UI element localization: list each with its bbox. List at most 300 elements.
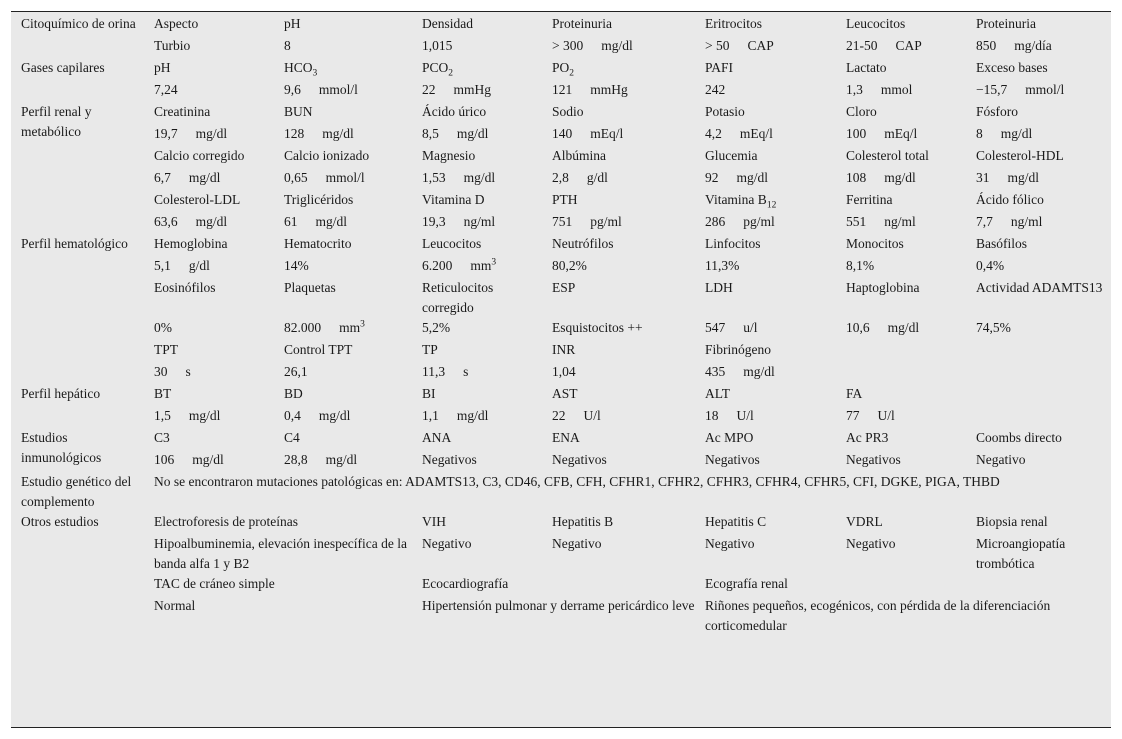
section-2-row-4 xyxy=(11,190,1111,212)
test-value: 547 xyxy=(705,320,726,335)
test-value: 8,5 xyxy=(422,126,439,141)
test-value: Negativos xyxy=(846,452,901,467)
test-label-cell xyxy=(966,340,1111,362)
test-label: Ferritina xyxy=(846,192,893,207)
test-value-cell xyxy=(836,406,966,428)
test-unit: s xyxy=(463,364,469,379)
test-value-cell xyxy=(274,212,412,234)
test-unit: CAP xyxy=(895,38,922,53)
test-value: 82.000 xyxy=(284,320,322,335)
test-value: 74,5% xyxy=(976,320,1011,335)
test-value-cell xyxy=(412,36,542,58)
test-value: 80,2% xyxy=(552,258,587,273)
test-value: Turbio xyxy=(154,38,191,53)
test-label: Ac PR3 xyxy=(846,430,889,445)
test-value-cell xyxy=(144,36,274,58)
test-label: TP xyxy=(422,342,438,357)
test-value-cell xyxy=(542,534,695,574)
test-label: Calcio corregido xyxy=(154,148,245,163)
test-label-cell xyxy=(274,102,412,124)
test-label-cell xyxy=(542,428,695,450)
test-value: 286 xyxy=(705,214,726,229)
test-value-cell xyxy=(836,212,966,234)
test-label-cell xyxy=(274,14,412,36)
test-value-cell xyxy=(412,318,542,340)
test-value: 100 xyxy=(846,126,867,141)
test-unit: mg/dl xyxy=(322,126,354,141)
test-label: Colesterol total xyxy=(846,148,929,163)
test-unit: mmHg xyxy=(590,82,628,97)
section-3-row-2 xyxy=(11,278,1111,318)
test-value: 108 xyxy=(846,170,867,185)
test-label-cell xyxy=(966,278,1111,318)
test-value-cell xyxy=(966,80,1111,102)
test-label-cell xyxy=(966,102,1111,124)
test-unit: mg/dl xyxy=(1007,170,1040,185)
test-label-cell xyxy=(542,278,695,318)
test-unit: mmol/l xyxy=(318,82,358,97)
lab-results-table-container xyxy=(11,11,1111,728)
section-title: Estudios inmunológicos xyxy=(21,430,102,465)
test-label: Leucocitos xyxy=(846,16,906,31)
test-unit: mmHg xyxy=(453,82,492,97)
test-value-cell xyxy=(542,124,695,146)
test-value-cell xyxy=(542,450,695,472)
test-label-cell xyxy=(695,14,836,36)
test-label-cell xyxy=(966,234,1111,256)
test-value: Negativo xyxy=(422,536,472,551)
test-value: 2,8 xyxy=(552,170,569,185)
test-label-cell xyxy=(144,102,274,124)
test-label: Fósforo xyxy=(976,104,1019,119)
test-label-cell xyxy=(412,58,542,80)
section-2-row-3 xyxy=(11,168,1111,190)
test-value: 14% xyxy=(284,258,309,273)
test-label: BT xyxy=(154,386,172,401)
test-unit: mg/dl xyxy=(1000,126,1033,141)
test-value: 19,3 xyxy=(422,214,446,229)
test-value-cell xyxy=(695,596,1111,636)
test-value-cell xyxy=(412,256,542,278)
test-value-cell xyxy=(695,212,836,234)
test-value-cell xyxy=(274,80,412,102)
test-unit: U/l xyxy=(583,408,601,423)
test-value-cell xyxy=(695,362,836,384)
test-value-cell xyxy=(144,318,274,340)
test-label: AST xyxy=(552,386,578,401)
section-0-row-0 xyxy=(11,14,1111,36)
test-label: Colesterol-HDL xyxy=(976,148,1064,163)
test-label: C4 xyxy=(284,430,300,445)
section-4-row-1 xyxy=(11,406,1111,428)
test-unit: U/l xyxy=(736,408,754,423)
test-label: Monocitos xyxy=(846,236,904,251)
test-label-cell xyxy=(695,512,836,534)
test-label-cell xyxy=(542,146,695,168)
test-label-cell xyxy=(274,58,412,80)
section-1-row-1 xyxy=(11,80,1111,102)
test-value-cell xyxy=(144,168,274,190)
test-label: Hepatitis C xyxy=(705,514,767,529)
test-value: 850 xyxy=(976,38,997,53)
test-value-cell xyxy=(966,534,1111,574)
test-value: 1,015 xyxy=(422,38,453,53)
test-label: Ácido úrico xyxy=(422,104,487,119)
test-label: Hemoglobina xyxy=(154,236,228,251)
test-value: Hipoalbuminemia, elevación inespecífica de la banda alfa 1 y B2 xyxy=(154,536,408,571)
test-label-cell xyxy=(412,278,542,318)
test-value-cell xyxy=(542,168,695,190)
section-title: Estudio genético del complemento xyxy=(21,474,132,509)
test-unit: mg/dl xyxy=(195,126,228,141)
test-value-cell xyxy=(412,80,542,102)
section-title: Perfil renal y metabólico xyxy=(21,104,92,139)
test-unit: mmol/l xyxy=(325,170,365,185)
test-unit: mg/dl xyxy=(456,126,489,141)
label-subscript: 2 xyxy=(569,68,575,79)
test-unit: mg/dl xyxy=(456,408,489,423)
test-value: 435 xyxy=(705,364,726,379)
test-label: VIH xyxy=(422,514,446,529)
test-label-cell xyxy=(695,278,836,318)
test-label-cell xyxy=(144,278,274,318)
test-label-cell xyxy=(542,512,695,534)
test-label: PO xyxy=(552,60,570,75)
test-label: Magnesio xyxy=(422,148,476,163)
section-1-row-0 xyxy=(11,58,1111,80)
test-value-cell xyxy=(966,450,1111,472)
test-value-cell xyxy=(695,256,836,278)
test-label-cell xyxy=(695,428,836,450)
test-unit: mEq/l xyxy=(590,126,624,141)
test-label-cell xyxy=(836,190,966,212)
test-value: > 300 xyxy=(552,38,584,53)
test-value-cell xyxy=(695,124,836,146)
test-label: Linfocitos xyxy=(705,236,761,251)
section-3-row-1 xyxy=(11,256,1111,278)
test-label: Sodio xyxy=(552,104,584,119)
test-unit: pg/ml xyxy=(743,214,775,229)
test-value: 77 xyxy=(846,408,860,423)
test-value-cell xyxy=(144,80,274,102)
test-label-cell xyxy=(695,102,836,124)
test-value: 8 xyxy=(284,38,291,53)
test-label-cell xyxy=(274,146,412,168)
test-value-cell xyxy=(966,318,1111,340)
test-value: 63,6 xyxy=(154,214,178,229)
test-unit: g/dl xyxy=(188,258,210,273)
section-title: Gases capilares xyxy=(21,60,105,75)
test-value: 19,7 xyxy=(154,126,178,141)
test-unit: mg/día xyxy=(1014,38,1052,53)
test-label: Vitamina D xyxy=(422,192,485,207)
test-label-cell xyxy=(144,146,274,168)
test-label-cell xyxy=(836,340,966,362)
test-unit: mg/dl xyxy=(463,170,496,185)
test-value-cell xyxy=(836,256,966,278)
test-value-cell xyxy=(412,534,542,574)
test-label: Coombs directo xyxy=(976,430,1062,445)
test-value: 4,2 xyxy=(705,126,722,141)
test-value: 7,24 xyxy=(154,82,178,97)
test-label-cell xyxy=(966,58,1111,80)
test-unit: ng/ml xyxy=(463,214,496,229)
test-value-cell xyxy=(836,318,966,340)
test-value: 121 xyxy=(552,82,573,97)
test-label: Triglicéridos xyxy=(284,192,354,207)
test-unit: mg/dl xyxy=(887,320,920,335)
test-value: Normal xyxy=(154,598,196,613)
test-label: PCO xyxy=(422,60,449,75)
test-label: Creatinina xyxy=(154,104,211,119)
test-label-cell xyxy=(412,190,542,212)
test-unit: mg/dl xyxy=(192,452,224,467)
test-value-cell xyxy=(144,534,412,574)
test-value: Negativo xyxy=(552,536,602,551)
test-label: HCO xyxy=(284,60,313,75)
test-label-cell xyxy=(412,340,542,362)
test-value: Negativos xyxy=(705,452,760,467)
test-value-cell xyxy=(966,36,1111,58)
test-unit: mmol xyxy=(880,82,913,97)
test-value: 28,8 xyxy=(284,452,308,467)
test-label-cell xyxy=(836,102,966,124)
test-value-cell xyxy=(144,212,274,234)
label-subscript: 2 xyxy=(448,68,454,79)
test-value: Microangiopatía trombótica xyxy=(976,536,1066,571)
test-label-cell xyxy=(966,14,1111,36)
test-value: > 50 xyxy=(705,38,730,53)
test-label-cell xyxy=(412,234,542,256)
test-unit: mg/dl xyxy=(601,38,633,53)
section-title: Perfil hematológico xyxy=(21,236,128,251)
test-label-cell xyxy=(836,428,966,450)
section-3-row-3 xyxy=(11,318,1111,340)
test-value: Negativo xyxy=(846,536,896,551)
test-label-cell xyxy=(274,384,412,406)
test-label: Ac MPO xyxy=(705,430,754,445)
test-label: Ecografía renal xyxy=(705,576,788,591)
test-label: Lactato xyxy=(846,60,887,75)
test-label-cell xyxy=(542,102,695,124)
test-unit: s xyxy=(185,364,191,379)
test-label-cell xyxy=(144,340,274,362)
test-value: 11,3 xyxy=(422,364,446,379)
test-value: 0,4% xyxy=(976,258,1005,273)
test-label: INR xyxy=(552,342,576,357)
test-label: Glucemia xyxy=(705,148,758,163)
test-label: Biopsia renal xyxy=(976,514,1048,529)
test-value: 22 xyxy=(552,408,566,423)
test-label: Reticulocitos corregido xyxy=(422,280,494,315)
test-value: 61 xyxy=(284,214,298,229)
test-label-cell xyxy=(412,574,695,596)
test-label-cell xyxy=(144,574,412,596)
test-value-cell xyxy=(542,80,695,102)
test-value-cell xyxy=(836,362,966,384)
test-value-cell xyxy=(144,406,274,428)
test-value: 751 xyxy=(552,214,573,229)
test-value-cell xyxy=(966,256,1111,278)
test-value: 6,7 xyxy=(154,170,171,185)
test-value: Negativo xyxy=(976,452,1026,467)
test-value-cell xyxy=(274,256,412,278)
test-value: 7,7 xyxy=(976,214,993,229)
test-label: C3 xyxy=(154,430,170,445)
section-7-row-2 xyxy=(11,574,1111,596)
test-label: Haptoglobina xyxy=(846,280,920,295)
test-label: ESP xyxy=(552,280,576,295)
test-value: 1,53 xyxy=(422,170,446,185)
test-label: pH xyxy=(284,16,301,31)
test-value: 11,3% xyxy=(705,258,740,273)
test-unit: U/l xyxy=(877,408,895,423)
test-value: 92 xyxy=(705,170,719,185)
test-value-cell xyxy=(274,124,412,146)
test-label-cell xyxy=(144,190,274,212)
test-label: Fibrinógeno xyxy=(705,342,771,357)
test-label-cell xyxy=(274,234,412,256)
test-label-cell xyxy=(695,234,836,256)
test-value-cell xyxy=(695,36,836,58)
test-label: Leucocitos xyxy=(422,236,482,251)
test-unit: mg/dl xyxy=(315,214,348,229)
test-label-cell xyxy=(412,512,542,534)
test-value-cell xyxy=(412,596,695,636)
test-label: Ecocardiografía xyxy=(422,576,509,591)
test-value-cell xyxy=(412,450,542,472)
section-6-row-0 xyxy=(11,472,1111,512)
test-value-cell xyxy=(144,256,274,278)
test-value: 1,5 xyxy=(154,408,171,423)
test-value-cell xyxy=(412,212,542,234)
test-unit: g/dl xyxy=(586,170,608,185)
test-value-cell xyxy=(966,212,1111,234)
test-label: Colesterol-LDL xyxy=(154,192,241,207)
test-value-cell xyxy=(412,168,542,190)
test-unit: mEq/l xyxy=(884,126,918,141)
test-value-cell xyxy=(412,362,542,384)
test-unit: ng/ml xyxy=(884,214,916,229)
test-label-cell xyxy=(412,102,542,124)
test-label: Proteinuria xyxy=(552,16,612,31)
test-unit: mg/dl xyxy=(188,170,221,185)
section-3-row-5 xyxy=(11,362,1111,384)
test-label: Albúmina xyxy=(552,148,606,163)
test-label-cell xyxy=(966,428,1111,450)
test-value-cell xyxy=(274,168,412,190)
test-value: 22 xyxy=(422,82,436,97)
test-label-cell xyxy=(542,190,695,212)
section-5-row-1 xyxy=(11,450,1111,472)
test-label-cell xyxy=(542,14,695,36)
test-value: Negativo xyxy=(705,536,755,551)
test-label-cell xyxy=(836,14,966,36)
test-label-cell xyxy=(695,190,836,212)
test-label-cell xyxy=(412,146,542,168)
test-label-cell xyxy=(542,234,695,256)
test-label: Control TPT xyxy=(284,342,353,357)
test-label: Vitamina B xyxy=(705,192,767,207)
test-value: 21-50 xyxy=(846,38,878,53)
test-label-cell xyxy=(695,58,836,80)
test-value: 8 xyxy=(976,126,983,141)
test-label-cell xyxy=(966,384,1111,406)
test-label: Ácido fólico xyxy=(976,192,1044,207)
test-value: 5,2% xyxy=(422,320,451,335)
test-value-cell xyxy=(412,406,542,428)
test-value-cell xyxy=(274,318,412,340)
test-label: BUN xyxy=(284,104,313,119)
test-label: ALT xyxy=(705,386,731,401)
test-value-cell xyxy=(542,362,695,384)
section-3-row-0 xyxy=(11,234,1111,256)
test-label-cell xyxy=(274,278,412,318)
test-label-cell xyxy=(412,384,542,406)
section-7-row-3 xyxy=(11,596,1111,636)
test-unit: mg/dl xyxy=(736,170,769,185)
section-2-row-5 xyxy=(11,212,1111,234)
test-label: Cloro xyxy=(846,104,877,119)
test-value: −15,7 xyxy=(976,82,1008,97)
test-value-cell xyxy=(836,80,966,102)
unit-superscript: 3 xyxy=(360,319,365,330)
test-value: 1,1 xyxy=(422,408,439,423)
test-label: BI xyxy=(422,386,436,401)
test-value-cell xyxy=(274,36,412,58)
test-value-cell xyxy=(542,36,695,58)
test-label: ANA xyxy=(422,430,452,445)
test-label-cell xyxy=(144,58,274,80)
test-value-cell xyxy=(836,36,966,58)
test-value-cell xyxy=(836,124,966,146)
test-value: 5,1 xyxy=(154,258,171,273)
test-label-cell xyxy=(274,190,412,212)
test-value-cell xyxy=(695,80,836,102)
test-label: Proteinuria xyxy=(976,16,1036,31)
test-value: Riñones pequeños, ecogénicos, con pérdida de la diferenciación corticomedular xyxy=(705,598,1051,633)
test-value-cell xyxy=(144,450,274,472)
test-label-cell xyxy=(144,234,274,256)
lab-results-table xyxy=(11,14,1111,636)
section-3-row-4 xyxy=(11,340,1111,362)
test-unit: mg/dl xyxy=(743,364,775,379)
test-label-cell xyxy=(144,512,412,534)
test-value: 8,1% xyxy=(846,258,875,273)
test-label-cell xyxy=(144,384,274,406)
test-unit: ng/ml xyxy=(1010,214,1043,229)
section-5-row-0 xyxy=(11,428,1111,450)
test-label-cell xyxy=(695,574,1111,596)
test-value-cell xyxy=(144,596,412,636)
test-unit: mEq/l xyxy=(739,126,773,141)
test-label: pH xyxy=(154,60,171,75)
label-subscript: 12 xyxy=(766,200,777,211)
test-label: FA xyxy=(846,386,863,401)
test-value-cell xyxy=(274,406,412,428)
test-value: 0,65 xyxy=(284,170,308,185)
test-label-cell xyxy=(836,512,966,534)
test-value-cell xyxy=(695,534,836,574)
section-7-row-1 xyxy=(11,534,1111,574)
test-value: 242 xyxy=(705,82,726,97)
test-label-cell xyxy=(836,58,966,80)
test-label-cell xyxy=(144,14,274,36)
section-2-row-0 xyxy=(11,102,1111,124)
test-value-cell xyxy=(695,406,836,428)
test-unit: mg/dl xyxy=(195,214,228,229)
test-value: 10,6 xyxy=(846,320,870,335)
